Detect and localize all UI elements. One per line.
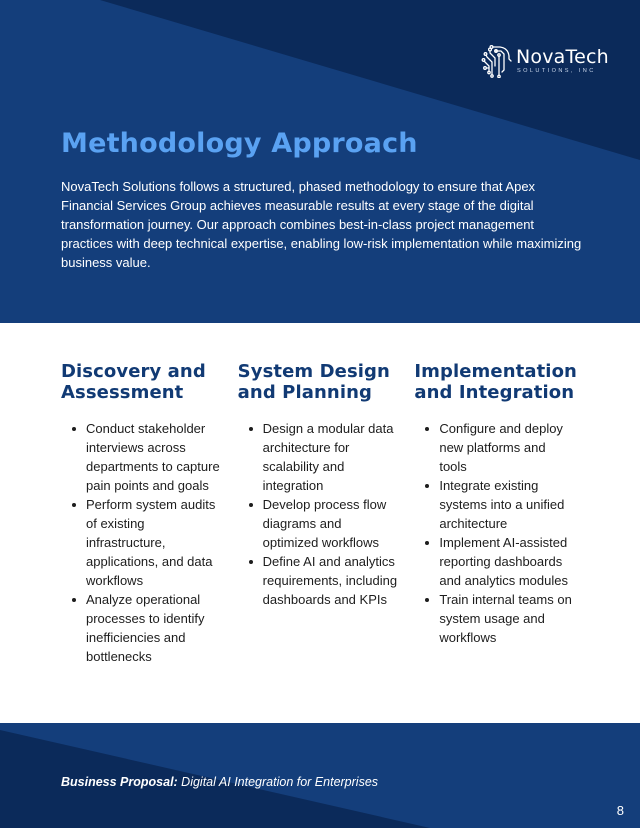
list-item: Configure and deploy new platforms and tools (414, 419, 574, 476)
list-item: Define AI and analytics requirements, including dashboards and KPIs (238, 552, 398, 609)
list-item: Conduct stakeholder interviews across departments to capture pain points and goals (61, 419, 221, 495)
intro-paragraph: NovaTech Solutions follows a structured, phased methodology to ensure that Apex Financial Services Group achieves measurable results at every stage of the digital transformation journey. Our approach combines best-in-class project management practices with deep technical expertise, enabling low-risk implementation while maximizing business value. (61, 179, 582, 270)
footer-label: Business Proposal: (61, 775, 178, 789)
footer-document-title (61, 774, 378, 790)
list-item: Integrate existing systems into a unified architecture (414, 476, 574, 533)
phase-list (61, 419, 238, 666)
phase-list (238, 419, 415, 609)
footer-banner (0, 723, 640, 828)
list-item: Design a modular data architecture for scalability and integration (238, 419, 398, 495)
phases-columns (61, 361, 591, 666)
list-item: Analyze operational processes to identify inefficiencies and bottlenecks (61, 590, 221, 666)
page-number: 8 (616, 803, 624, 818)
phase-column-discovery (61, 361, 238, 666)
phase-heading: System Design and Planning (237, 361, 390, 403)
list-item: Implement AI-assisted reporting dashboards and analytics modules (414, 533, 574, 590)
company-logo (481, 43, 609, 79)
list-item: Train internal teams on system usage and workflows (414, 590, 574, 647)
logo-subtitle: SOLUTIONS, INC (517, 68, 596, 74)
phase-column-design (238, 361, 415, 666)
phase-heading: Discovery and Assessment (61, 361, 206, 403)
page-title: Methodology Approach (61, 128, 418, 159)
logo-name: NovaTech (516, 46, 609, 68)
phase-heading: Implementation and Integration (414, 361, 577, 403)
circuit-head-icon (481, 44, 513, 78)
list-item: Develop process flow diagrams and optimized workflows (238, 495, 398, 552)
footer-text: Digital AI Integration for Enterprises (177, 775, 379, 789)
list-item: Perform system audits of existing infrastructure, applications, and data workflows (61, 495, 221, 590)
logo-wordmark (516, 47, 609, 75)
phase-column-implementation (414, 361, 591, 666)
header-banner (0, 0, 640, 323)
phase-list (414, 419, 591, 647)
